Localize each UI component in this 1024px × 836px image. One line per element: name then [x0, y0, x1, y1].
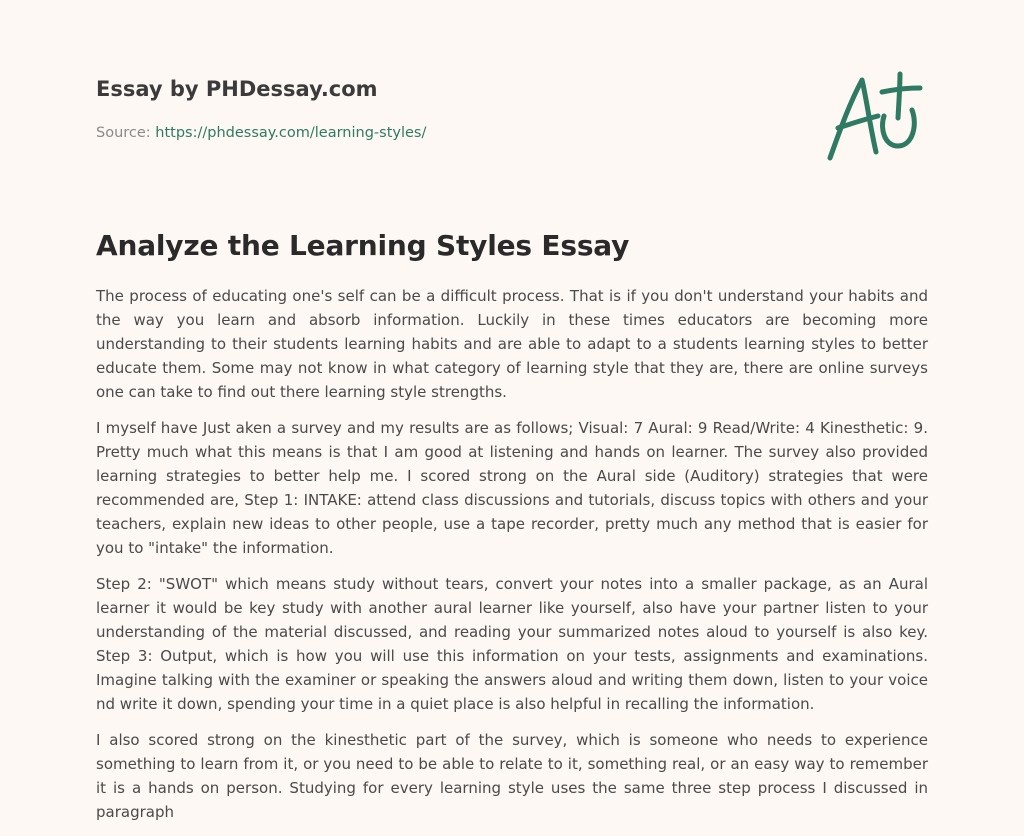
essay-paragraph: I also scored strong on the kinesthetic part of the survey, which is someone who needs to experience something to learn from it, or you need to be able to relate to it, something real, or an easy way to remember it is a hands on person. Studying for every learning style uses the same three step process I discussed in paragraph — [96, 731, 928, 821]
essay-paragraph: I myself have Just aken a survey and my results are as follows; Visual: 7 Aural: 9 Read/Write: 4 Kinesthetic: 9. Pretty much what this means is that I am good at listening and hands on learner. The survey also provided learning strategies to better help me. I scored strong on the Aural side (Auditory) strategies that were recommended are, Step 1: INTAKE: attend class discussions and tutorials, discuss topics with others and your teachers, explain new ideas to other people, use a tape recorder, pretty much any method that is easier for you to "intake" the information. — [96, 419, 928, 557]
essay-paragraph: Step 2: "SWOT" which means study without tears, convert your notes into a smaller package, as an Aural learner it would be key study with another aural learner like yourself, also have your partner listen to your understanding of the material discussed, and reading your summarized notes aloud to yourself is also key. Step 3: Output, which is how you will use this information on your tests, assignments and examinations. Imagine talking with the examiner or speaking the answers aloud and writing them down, listen to your voice nd write it down, spending your time in a quiet place is also helpful in recalling the information. — [96, 575, 928, 713]
source-label: Source: — [96, 125, 151, 141]
brand-title: Essay by PHDessay.com — [96, 77, 378, 101]
site-header — [96, 74, 796, 143]
source-line — [96, 123, 796, 143]
source-link[interactable]: https://phdessay.com/learning-styles/ — [155, 125, 427, 141]
a-plus-grade-icon — [820, 66, 930, 166]
essay-title: Analyze the Learning Styles Essay — [96, 229, 630, 262]
essay-paragraph: The process of educating one's self can be a difficult process. That is if you don't understand your habits and the way you learn and absorb information. Luckily in these times educators are becoming more understanding to their students learning habits and are able to adapt to a students learning styles to better educate them. Some may not know in what category of learning style that they are, there are online surveys one can take to find out there learning style strengths. — [96, 287, 928, 401]
essay-body — [96, 284, 928, 836]
